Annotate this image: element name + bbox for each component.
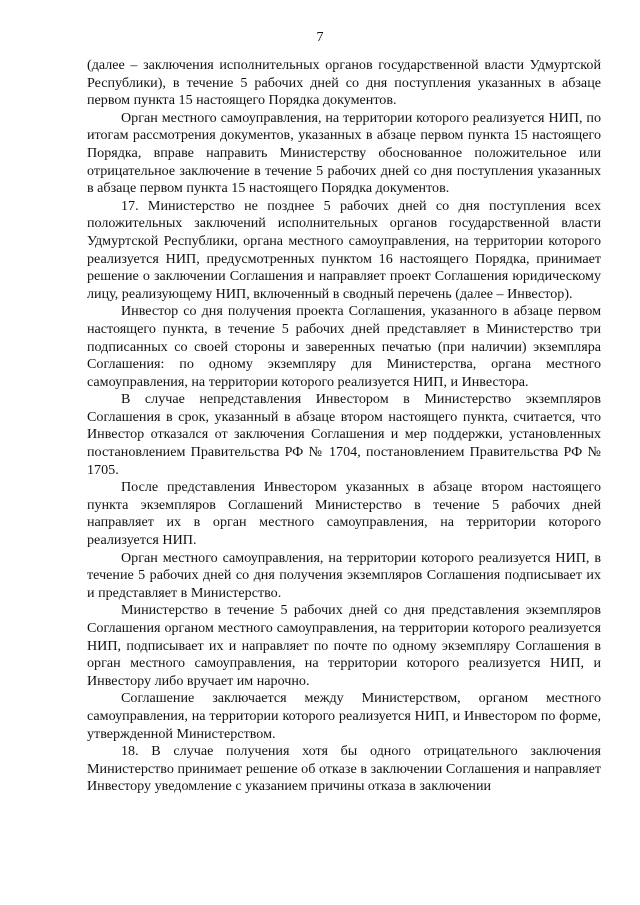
document-body (87, 57, 601, 796)
paragraph-local-authority-signing: Орган местного самоуправления, на территории которого реализуется НИП, в течение 5 рабочих дней со дня получения экземпляров Соглашения подписывает их и представляет в Министерство. (87, 549, 601, 601)
paragraph-agreement-parties: Соглашение заключается между Министерством, органом местного самоуправления, на территории которого реализуется НИП, и Инвестором по форме, утвержденной Министерством. (87, 690, 601, 742)
paragraph-local-authority-conclusion: Орган местного самоуправления, на территории которого реализуется НИП, по итогам рассмотрения документов, указанных в абзаце первом пункта 15 настоящего Порядка, вправе направить Министерству обоснованное положительное или отрицательное заключение в течение 5 рабочих дней со дня поступления указанных в абзаце первом пункта 15 настоящего Порядка документов. (87, 109, 601, 197)
paragraph-continuation: (далее – заключения исполнительных органов государственной власти Удмуртской Республики), в течение 5 рабочих дней со дня поступления указанных в абзаце первом пункта 15 настоящего Порядка документов. (87, 57, 601, 109)
paragraph-non-submission: В случае непредставления Инвестором в Министерство экземпляров Соглашения в срок, указанный в абзаце втором настоящего пункта, считается, что Инвестор отказался от заключения Соглашения и мер поддержки, установленных постановлением Правительства РФ № 1704, постановлением Правительства РФ № 1705. (87, 391, 601, 478)
paragraph-item-17: 17. Министерство не позднее 5 рабочих дней со дня поступления всех положительных заключений исполнительных органов государственной власти Удмуртской Республики, органа местного самоуправления, на территории которого реализуется НИП, предусмотренных пунктом 16 настоящего Порядка, принимает решение о заключении Соглашения и направляет проект Соглашения юридическому лицу, реализующему НИП, включенный в сводный перечень (далее – Инвестор). (87, 197, 601, 302)
paragraph-item-18: 18. В случае получения хотя бы одного отрицательного заключения Министерство принимает решение об отказе в заключении Соглашения и направляет Инвестору уведомление с указанием причины отказа в заключении (87, 743, 601, 795)
paragraph-ministry-forwarding: После представления Инвестором указанных в абзаце втором настоящего пункта экземпляров Соглашений Министерство в течение 5 рабочих дней направляет их в орган местного самоуправления, на территории которого реализуется НИП. (87, 479, 601, 549)
page-number: 7 (316, 30, 324, 45)
paragraph-ministry-signing: Министерство в течение 5 рабочих дней со дня представления экземпляров Соглашения органом местного самоуправления, на территории которого реализуется НИП, подписывает их и направляет по почте по одному экземпляру Соглашения в орган местного самоуправления, на территории которого реализуется НИП, и Инвестору либо вручает им нарочно. (87, 602, 601, 689)
paragraph-investor-submission: Инвестор со дня получения проекта Соглашения, указанного в абзаце первом настоящего пункта, в течение 5 рабочих дней представляет в Министерство три подписанных со своей стороны и заверенных печатью (при наличии) экземпляра Соглашения: по одному экземпляру для Министерства, органа местного самоуправления, на территории которого реализуется НИП, и Инвестора. (87, 303, 601, 390)
